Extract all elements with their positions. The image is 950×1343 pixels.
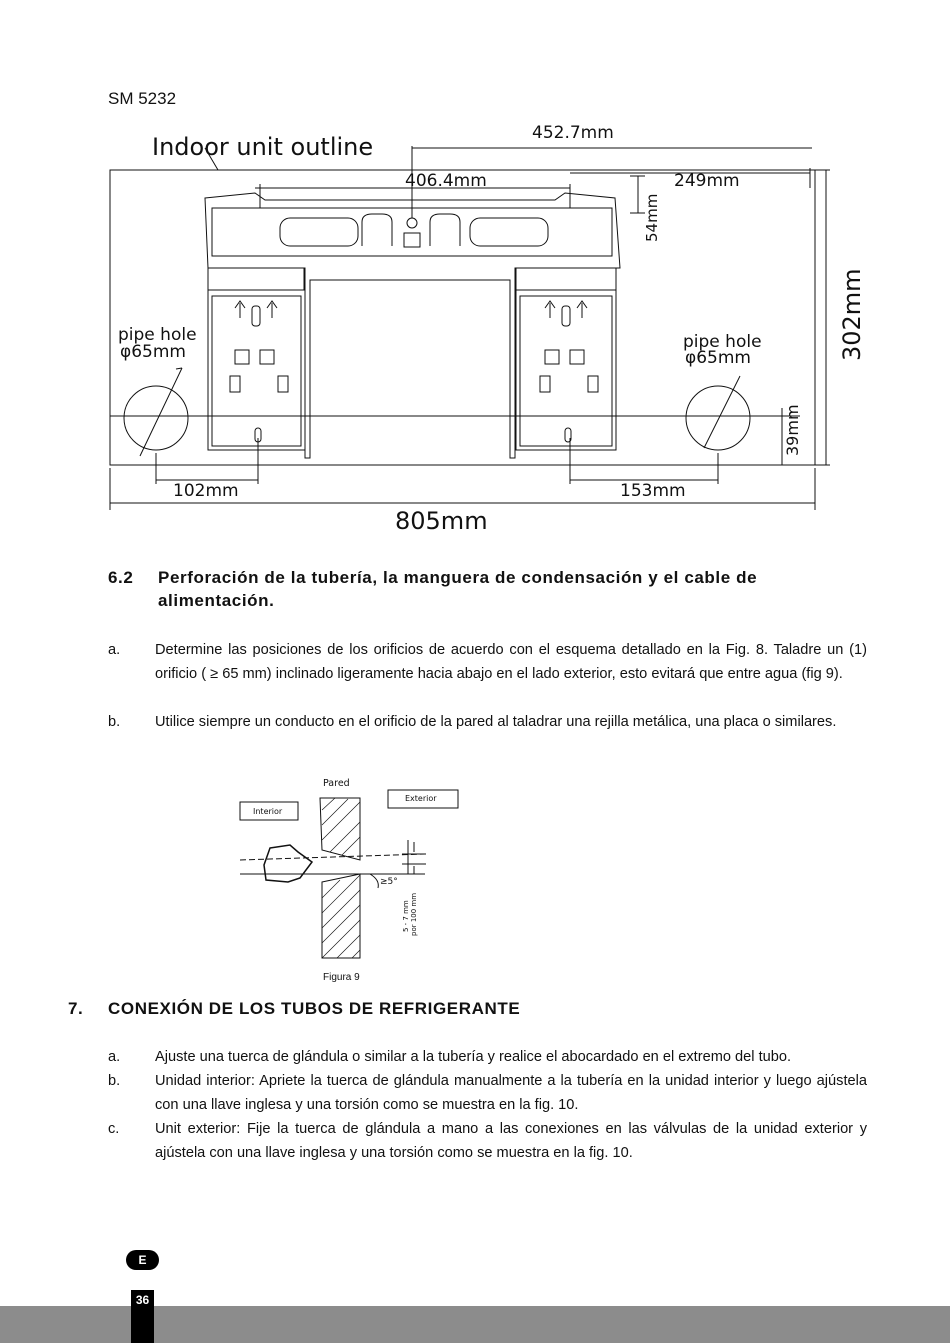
- list-item-text: Determine las posiciones de los orificios de acuerdo con el esquema detallado en la Fig. 8. Taladre un (1) orificio ( ≥ 65 mm) inclinado ligeramente hacia abajo en el lado exterior, esto evitará que entre agua (fig 9).: [155, 642, 867, 682]
- list-item-label: b.: [108, 714, 121, 730]
- model-code: SM 5232: [108, 89, 177, 108]
- dim-406-label: 406.4mm: [405, 171, 487, 191]
- dim-452-label: 452.7mm: [532, 123, 614, 143]
- figure-title: Indoor unit outline: [152, 133, 374, 161]
- section-6-2-number: 6.2: [108, 568, 134, 587]
- drop-label: 5 - 7 mm: [402, 900, 410, 932]
- dim-249-label: 249mm: [674, 171, 740, 191]
- section-7-number: 7.: [68, 999, 84, 1018]
- language-badge: E: [126, 1250, 159, 1270]
- list-item-text: Unit exterior: Fije la tuerca de glándula a mano a las conexiones en las válvulas de la unidad exterior y ajústela con una llave inglesa y una torsión como se muestra en la fig. 10.: [155, 1121, 867, 1161]
- list-item-text: Ajuste una tuerca de glándula o similar a la tubería y realice el abocardado en el extremo del tubo.: [155, 1049, 792, 1065]
- dim-302-label: 302mm: [838, 268, 866, 361]
- figure-9-caption: Figura 9: [323, 972, 360, 983]
- dim-39-label: 39mm: [783, 404, 802, 456]
- list-item-label: a.: [108, 642, 121, 658]
- interior-label: Interior: [253, 807, 283, 816]
- angle-label: ≥5°: [380, 877, 398, 887]
- list-item: [108, 1117, 868, 1165]
- list-item-text: Unidad interior: Apriete la tuerca de glándula manualmente a la tubería en la unidad interior y luego ajústela con una llave inglesa y una torsión como se muestra en la fig. 10.: [155, 1073, 867, 1113]
- list-item: [108, 1045, 868, 1069]
- list-item-label: c.: [108, 1121, 120, 1137]
- list-item: [108, 1069, 868, 1117]
- list-item-label: a.: [108, 1049, 121, 1065]
- dim-102-label: 102mm: [173, 481, 239, 501]
- wall-label: Pared: [323, 778, 350, 789]
- list-item-label: b.: [108, 1073, 121, 1089]
- pipe-hole-right-label: pipe hole: [683, 332, 762, 352]
- list-item-text: Utilice siempre un conducto en el orificio de la pared al taladrar una rejilla metálica, una placa o similares.: [155, 714, 837, 730]
- pipe-hole-left-size: φ65mm: [120, 342, 186, 362]
- section-6-2-title: Perforación de la tubería, la manguera de condensación y el cable de alimentación.: [158, 568, 758, 610]
- pipe-hole-right-size: φ65mm: [685, 348, 751, 368]
- indoor-unit-outline-diagram: [100, 118, 866, 538]
- exterior-label: Exterior: [405, 794, 437, 803]
- dim-153-label: 153mm: [620, 481, 686, 501]
- dim-805-label: 805mm: [395, 507, 488, 535]
- list-item: [108, 710, 868, 758]
- pipe-hole-left-label: pipe hole: [118, 325, 197, 345]
- dim-54-label: 54mm: [643, 193, 661, 242]
- wall-drilling-diagram: [230, 770, 470, 970]
- list-item: [108, 638, 868, 710]
- page-number: 36: [135, 1293, 150, 1307]
- per-label: por 100 mm: [410, 892, 418, 936]
- section-7-title: CONEXIÓN DE LOS TUBOS DE REFRIGERANTE: [108, 999, 521, 1018]
